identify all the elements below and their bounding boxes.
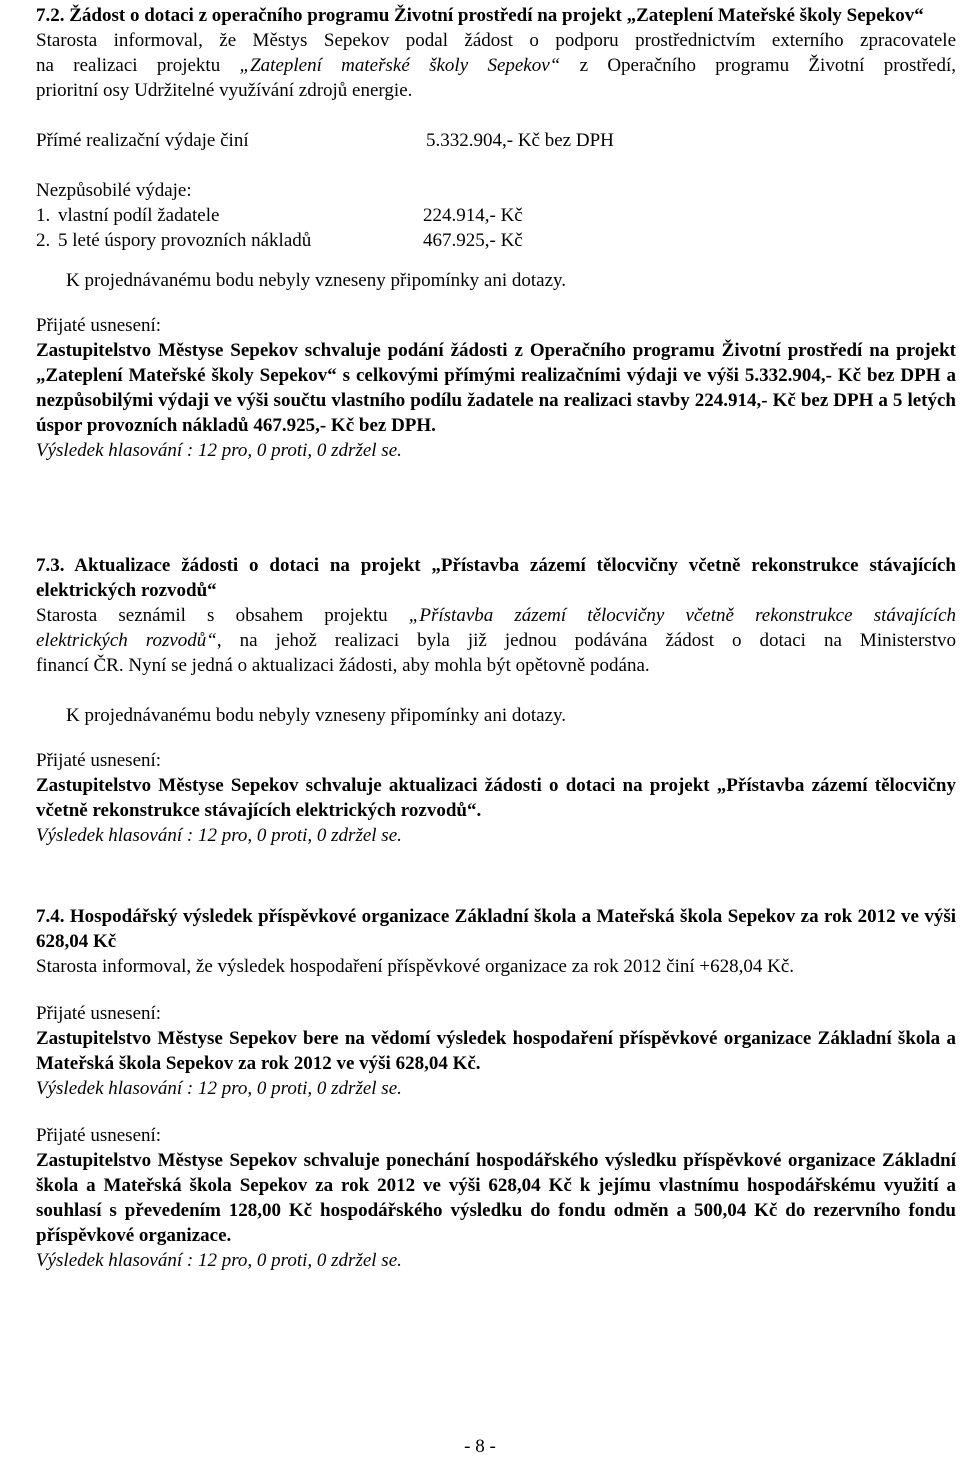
section-7-2-number: 7.2. <box>36 5 65 26</box>
resolution-text: Zastupitelstvo Městyse Sepekov schvaluje aktualizaci žádosti o dotaci na projekt „Přístavba zázemí tělocvičny včetně rekonstrukce stávajících elektrických rozvodů“. <box>36 775 956 821</box>
resolution-label: Přijaté usnesení: <box>36 1003 162 1024</box>
section-7-2-intro-line-2 <box>36 53 956 78</box>
vote-result: Výsledek hlasování : 12 pro, 0 proti, 0 zdržel se. <box>36 1078 402 1099</box>
project-name: „Přístavba zázemí tělocvičny včetně rekonstrukce stávajících <box>408 605 957 626</box>
direct-costs-label: Přímé realizační výdaje činí <box>36 130 249 151</box>
section-7-4-body: Starosta informoval, že výsledek hospodaření příspěvkové organizace za rok 2012 činí +628,04 Kč. <box>36 956 795 977</box>
vote-result: Výsledek hlasování : 12 pro, 0 proti, 0 zdržel se. <box>36 825 402 846</box>
resolution-label: Přijaté usnesení: <box>36 1125 162 1146</box>
section-7-2-title <box>36 3 956 28</box>
section-7-3 <box>36 553 956 848</box>
resolution-text: Zastupitelstvo Městyse Sepekov bere na vědomí výsledek hospodaření příspěvkové organizace Základní škola a Mateřská škola Sepekov za rok 2012 ve výši 628,04 Kč. <box>36 1028 956 1074</box>
body-text: , na jehož realizaci byla již jednou podávána žádost o dotaci na Ministerstvo <box>216 630 956 651</box>
item-label: vlastní podíl žadatele <box>58 205 220 226</box>
resolution-label: Přijaté usnesení: <box>36 750 162 771</box>
page-number: - 8 - <box>464 1436 496 1457</box>
resolution-text: Zastupitelstvo Městyse Sepekov schvaluje ponechání hospodářského výsledku příspěvkové organizace Základní škola a Mateřská škola Sepekov za rok 2012 ve výši 628,04 Kč k jejímu vlastnímu hospodářskému využití a souhlasí s převedením 128,00 Kč hospodářského výsledku do fondu odměn a 500,04 Kč do rezervního fondu příspěvkové organizace. <box>36 1150 956 1246</box>
item-number: 1. <box>36 205 51 226</box>
section-7-2-title-text: Žádost o dotaci z operačního programu Životní prostředí na projekt „Zateplení Mateřské školy Sepekov“ <box>69 5 924 26</box>
vote-result: Výsledek hlasování : 12 pro, 0 proti, 0 zdržel se. <box>36 440 402 461</box>
project-name: elektrických rozvodů“ <box>36 630 217 651</box>
resolution-text: Zastupitelstvo Městyse Sepekov schvaluje podání žádosti z Operačního programu Životní prostředí na projekt „Zateplení Mateřské školy Sepekov“ s celkovými přímými realizačními výdaji ve výši 5.332.904,- Kč bez DPH a nezpůsobilými výdaji ve výši součtu vlastního podílu žadatele na realizaci stavby 224.914,- Kč bez DPH a 5 letých úspor provozních nákladů 467.925,- Kč bez DPH. <box>36 340 956 436</box>
section-7-4-title: 7.4. Hospodářský výsledek příspěvkové organizace Základní škola a Mateřská škola Sepekov za rok 2012 ve výši 628,04 Kč <box>36 906 956 952</box>
item-label: 5 leté úspory provozních nákladů <box>58 230 312 251</box>
no-comments-note: K projednávanému bodu nebyly vzneseny připomínky ani dotazy. <box>66 705 567 726</box>
section-7-2 <box>36 3 956 463</box>
section-7-3-body-line-1 <box>36 603 956 628</box>
section-7-2-intro-line-3: prioritní osy Udržitelné využívání zdrojů energie. <box>36 80 413 101</box>
item-value: 467.925,- Kč <box>423 230 523 251</box>
intro-text: z Operačního programu Životní prostředí, <box>560 55 956 76</box>
no-comments-note: K projednávanému bodu nebyly vzneseny připomínky ani dotazy. <box>66 270 567 291</box>
ineligible-item <box>36 228 956 253</box>
direct-costs-row <box>36 128 956 153</box>
section-7-2-intro-line-1: Starosta informoval, že Městys Sepekov podal žádost o podporu prostřednictvím externího zpracovatele <box>36 30 956 51</box>
item-number: 2. <box>36 230 51 251</box>
section-7-4 <box>36 904 956 1273</box>
section-7-3-body-line-2 <box>36 628 956 653</box>
intro-text: na realizaci projektu <box>36 55 240 76</box>
item-value: 224.914,- Kč <box>423 205 523 226</box>
ineligible-costs-heading: Nezpůsobilé výdaje: <box>36 180 192 201</box>
section-7-3-title: 7.3. Aktualizace žádosti o dotaci na projekt „Přístavba zázemí tělocvičny včetně rekonstrukce stávajících elektrických rozvodů“ <box>36 555 956 601</box>
body-text: Starosta seznámil s obsahem projektu <box>36 605 409 626</box>
direct-costs-value: 5.332.904,- Kč bez DPH <box>426 130 614 151</box>
ineligible-item <box>36 203 956 228</box>
vote-result: Výsledek hlasování : 12 pro, 0 proti, 0 zdržel se. <box>36 1250 402 1271</box>
resolution-label: Přijaté usnesení: <box>36 315 162 336</box>
section-7-3-body-line-3: financí ČR. Nyní se jedná o aktualizaci žádosti, aby mohla být opětovně podána. <box>36 655 650 676</box>
project-name: „Zateplení mateřské školy Sepekov“ <box>239 55 561 76</box>
